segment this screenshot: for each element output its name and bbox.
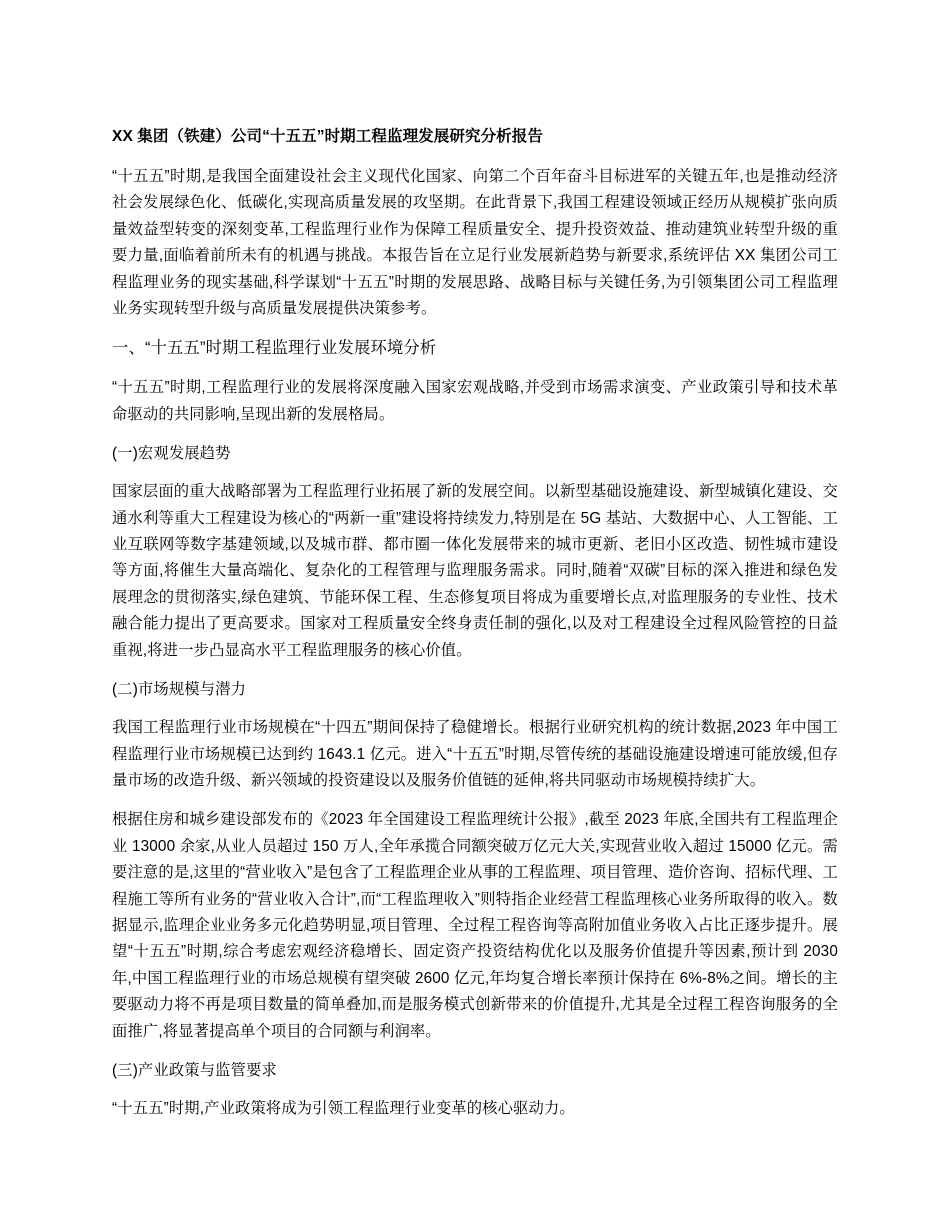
- subsection-1-paragraph-1: 国家层面的重大战略部署为工程监理行业拓展了新的发展空间。以新型基础设施建设、新型城镇化建设、交通水利等重大工程建设为核心的“两新一重”建设将持续发力,特别是在 5G 基站、大数据中心、人工智能、工业互联网等数字基建领域,以及城市群、都市圈一体化发展带来的城市更新、老旧小区改造、韧性城市建设等方面,将催生大量高端化、复杂化的工程管理与监理服务需求。同时,随着“双碳”目标的深入推进和绿色发展理念的贯彻落实,绿色建筑、节能环保工程、生态修复项目将成为重要增长点,对监理服务的专业性、技术融合能力提出了更高要求。国家对工程质量安全终身责任制的强化,以及对工程建设全过程风险管控的日益重视,将进一步凸显高水平工程监理服务的核心价值。: [112, 483, 839, 659]
- document-content: [112, 124, 838, 1135]
- section-1-lead-paragraph: “十五五”时期,工程监理行业的发展将深度融入国家宏观战略,并受到市场需求演变、产业政策引导和技术革命驱动的共同影响,呈现出新的发展格局。: [112, 379, 838, 423]
- subsection-2-paragraph-2: 根据住房和城乡建设部发布的《2023 年全国建设工程监理统计公报》,截至 2023 年底,全国共有工程监理企业 13000 余家,从业人员超过 150 万人,全年承揽合同额突破万亿元大关,实现营业收入超过 15000 亿元。需要注意的是,这里的“营业收入”是包含了工程监理企业从事的工程监理、项目管理、造价咨询、招标代理、工程施工等所有业务的“营业收入合计”,而“工程监理收入”则特指企业经营工程监理核心业务所取得的收入。数据显示,监理企业业务多元化趋势明显,项目管理、全过程工程咨询等高附加值业务收入占比正逐步提升。展望“十五五”时期,综合考虑宏观经济稳增长、固定资产投资结构优化以及服务价值提升等因素,预计到 2030 年,中国工程监理行业的市场总规模有望突破 2600 亿元,年均复合增长率预计保持在 6%-8%之间。增长的主要驱动力将不再是项目数量的简单叠加,而是服务模式创新带来的价值提升,尤其是全过程工程咨询服务的全面推广,将显著提高单个项目的合同额与利润率。: [112, 811, 838, 1040]
- page-title: XX 集团（铁建）公司“十五五”时期工程监理发展研究分析报告: [112, 128, 543, 145]
- subsection-2-paragraph-1: 我国工程监理行业市场规模在“十四五”期间保持了稳健增长。根据行业研究机构的统计数据,2023 年中国工程监理行业市场规模已达到约 1643.1 亿元。进入“十五五”时期,尽管传统的基础设施建设增速可能放缓,但存量市场的改造升级、新兴领域的投资建设以及服务价值链的延伸,将共同驱动市场规模持续扩大。: [112, 719, 838, 789]
- section-1-heading: 一、“十五五”时期工程监理行业发展环境分析: [112, 339, 437, 358]
- subsection-2-heading: (二)市场规模与潜力: [112, 681, 247, 699]
- subsection-3-heading: (三)产业政策与监管要求: [112, 1061, 277, 1079]
- subsection-3-paragraph-1: “十五五”时期,产业政策将成为引领工程监理行业变革的核心驱动力。: [112, 1099, 575, 1117]
- intro-paragraph: “十五五”时期,是我国全面建设社会主义现代化国家、向第二个百年奋斗目标进军的关键五年,也是推动经济社会发展绿色化、低碳化,实现高质量发展的攻坚期。在此背景下,我国工程建设领域正经历从规模扩张向质量效益型转变的深刻变革,工程监理行业作为保障工程质量安全、提升投资效益、推动建筑业转型升级的重要力量,面临着前所未有的机遇与挑战。本报告旨在立足行业发展新趋势与新要求,系统评估 XX 集团公司工程监理业务的现实基础,科学谋划“十五五”时期的发展思路、战略目标与关键任务,为引领集团公司工程监理业务实现转型升级与高质量发展提供决策参考。: [112, 168, 838, 318]
- subsection-1-heading: (一)宏观发展趋势: [112, 445, 231, 463]
